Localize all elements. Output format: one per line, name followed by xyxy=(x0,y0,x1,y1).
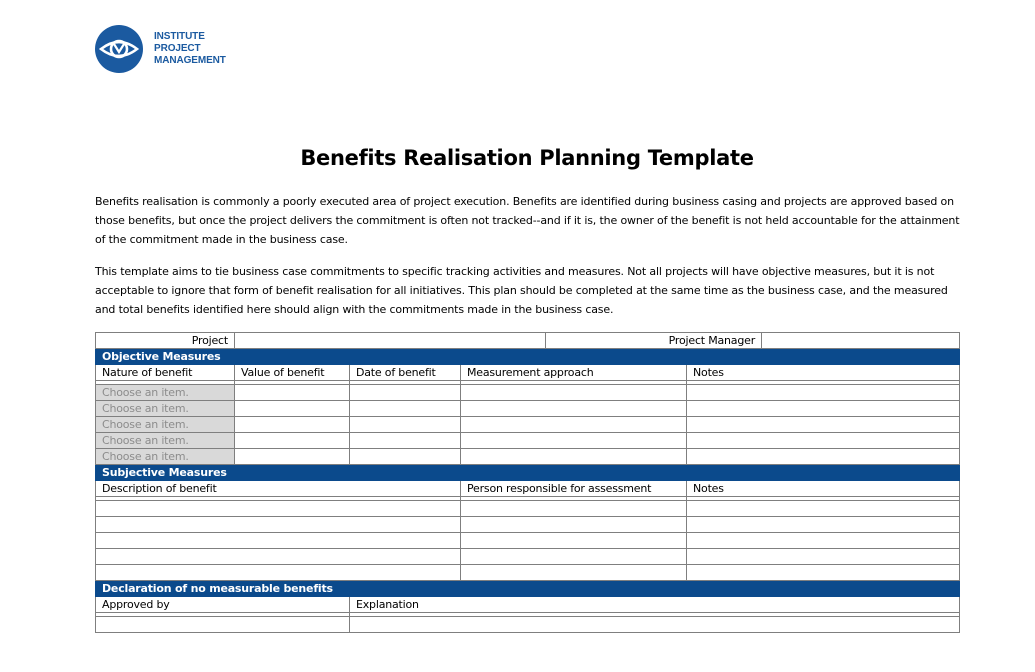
subjective-measures-header xyxy=(96,465,960,481)
logo-line-1: INSTITUTE xyxy=(154,31,205,42)
value-cell[interactable] xyxy=(235,433,350,449)
objective-measures-heading: Objective Measures xyxy=(96,349,960,365)
project-manager-label: Project Manager xyxy=(546,333,762,349)
description-cell[interactable] xyxy=(96,565,461,581)
project-field[interactable] xyxy=(235,333,546,349)
benefits-form-table xyxy=(95,332,960,633)
col-measurement-approach: Measurement approach xyxy=(461,365,687,381)
project-manager-field[interactable] xyxy=(762,333,960,349)
objective-row xyxy=(96,449,960,465)
document-title: Benefits Realisation Planning Template xyxy=(300,146,754,170)
value-cell[interactable] xyxy=(235,417,350,433)
subjective-row xyxy=(96,549,960,565)
notes-cell[interactable] xyxy=(687,501,960,517)
description-cell[interactable] xyxy=(96,533,461,549)
logo-line-2: PROJECT xyxy=(154,43,201,54)
objective-row xyxy=(96,401,960,417)
logo-line-3: MANAGEMENT xyxy=(154,55,226,66)
col-approved-by: Approved by xyxy=(96,597,350,613)
measurement-cell[interactable] xyxy=(461,401,687,417)
nature-of-benefit-dropdown[interactable]: Choose an item. xyxy=(96,433,235,449)
person-cell[interactable] xyxy=(461,501,687,517)
person-cell[interactable] xyxy=(461,565,687,581)
value-cell[interactable] xyxy=(235,385,350,401)
intro-paragraph-2: This template aims to tie business case commitments to specific tracking activities and measures. Not all projects will have objective measures, but it is not acceptable to ignore that form of benefit realisation for all initiatives. This plan should be completed at the same time as the business case, and the measured and total benefits identified here should align with the commitments made in the business case. xyxy=(95,265,948,316)
objective-columns-row xyxy=(96,365,960,381)
notes-cell[interactable] xyxy=(687,565,960,581)
nature-of-benefit-dropdown[interactable]: Choose an item. xyxy=(96,385,235,401)
eye-in-circle-logo-icon xyxy=(95,25,143,73)
nature-of-benefit-dropdown[interactable]: Choose an item. xyxy=(96,449,235,465)
measurement-cell[interactable] xyxy=(461,449,687,465)
project-row xyxy=(96,333,960,349)
subjective-row xyxy=(96,565,960,581)
declaration-header xyxy=(96,581,960,597)
objective-measures-header xyxy=(96,349,960,365)
col-description-of-benefit: Description of benefit xyxy=(96,481,461,497)
intro-paragraph-1: Benefits realisation is commonly a poorly executed area of project execution. Benefits are identified during business casing and projects are approved based on those benefits, but once the project delivers the commitment is often not tracked--and if it is, the owner of the benefit is not held accountable for the attainment of the commitment made in the business case. xyxy=(95,195,960,246)
description-cell[interactable] xyxy=(96,549,461,565)
nature-of-benefit-dropdown[interactable]: Choose an item. xyxy=(96,417,235,433)
logo xyxy=(95,25,226,73)
notes-cell[interactable] xyxy=(687,433,960,449)
notes-cell[interactable] xyxy=(687,417,960,433)
explanation-cell[interactable] xyxy=(350,617,960,633)
measurement-cell[interactable] xyxy=(461,385,687,401)
col-notes: Notes xyxy=(687,365,960,381)
notes-cell[interactable] xyxy=(687,549,960,565)
subjective-row xyxy=(96,533,960,549)
declaration-heading: Declaration of no measurable benefits xyxy=(96,581,960,597)
declaration-columns-row xyxy=(96,597,960,613)
project-label: Project xyxy=(96,333,235,349)
col-value-of-benefit: Value of benefit xyxy=(235,365,350,381)
value-cell[interactable] xyxy=(235,401,350,417)
col-explanation: Explanation xyxy=(350,597,960,613)
subjective-measures-heading: Subjective Measures xyxy=(96,465,960,481)
logo-text xyxy=(154,31,226,67)
approved-by-cell[interactable] xyxy=(96,617,350,633)
col-person-responsible: Person responsible for assessment xyxy=(461,481,687,497)
col-nature-of-benefit: Nature of benefit xyxy=(96,365,235,381)
notes-cell[interactable] xyxy=(687,533,960,549)
nature-of-benefit-dropdown[interactable]: Choose an item. xyxy=(96,401,235,417)
col-subjective-notes: Notes xyxy=(687,481,960,497)
col-date-of-benefit: Date of benefit xyxy=(350,365,461,381)
date-cell[interactable] xyxy=(350,449,461,465)
person-cell[interactable] xyxy=(461,533,687,549)
description-cell[interactable] xyxy=(96,501,461,517)
date-cell[interactable] xyxy=(350,401,461,417)
date-cell[interactable] xyxy=(350,417,461,433)
notes-cell[interactable] xyxy=(687,449,960,465)
value-cell[interactable] xyxy=(235,449,350,465)
description-cell[interactable] xyxy=(96,517,461,533)
measurement-cell[interactable] xyxy=(461,433,687,449)
notes-cell[interactable] xyxy=(687,385,960,401)
date-cell[interactable] xyxy=(350,433,461,449)
person-cell[interactable] xyxy=(461,517,687,533)
declaration-row xyxy=(96,617,960,633)
objective-row xyxy=(96,433,960,449)
objective-row xyxy=(96,385,960,401)
date-cell[interactable] xyxy=(350,385,461,401)
notes-cell[interactable] xyxy=(687,517,960,533)
subjective-row xyxy=(96,517,960,533)
notes-cell[interactable] xyxy=(687,401,960,417)
subjective-columns-row xyxy=(96,481,960,497)
measurement-cell[interactable] xyxy=(461,417,687,433)
subjective-row xyxy=(96,501,960,517)
objective-row xyxy=(96,417,960,433)
person-cell[interactable] xyxy=(461,549,687,565)
